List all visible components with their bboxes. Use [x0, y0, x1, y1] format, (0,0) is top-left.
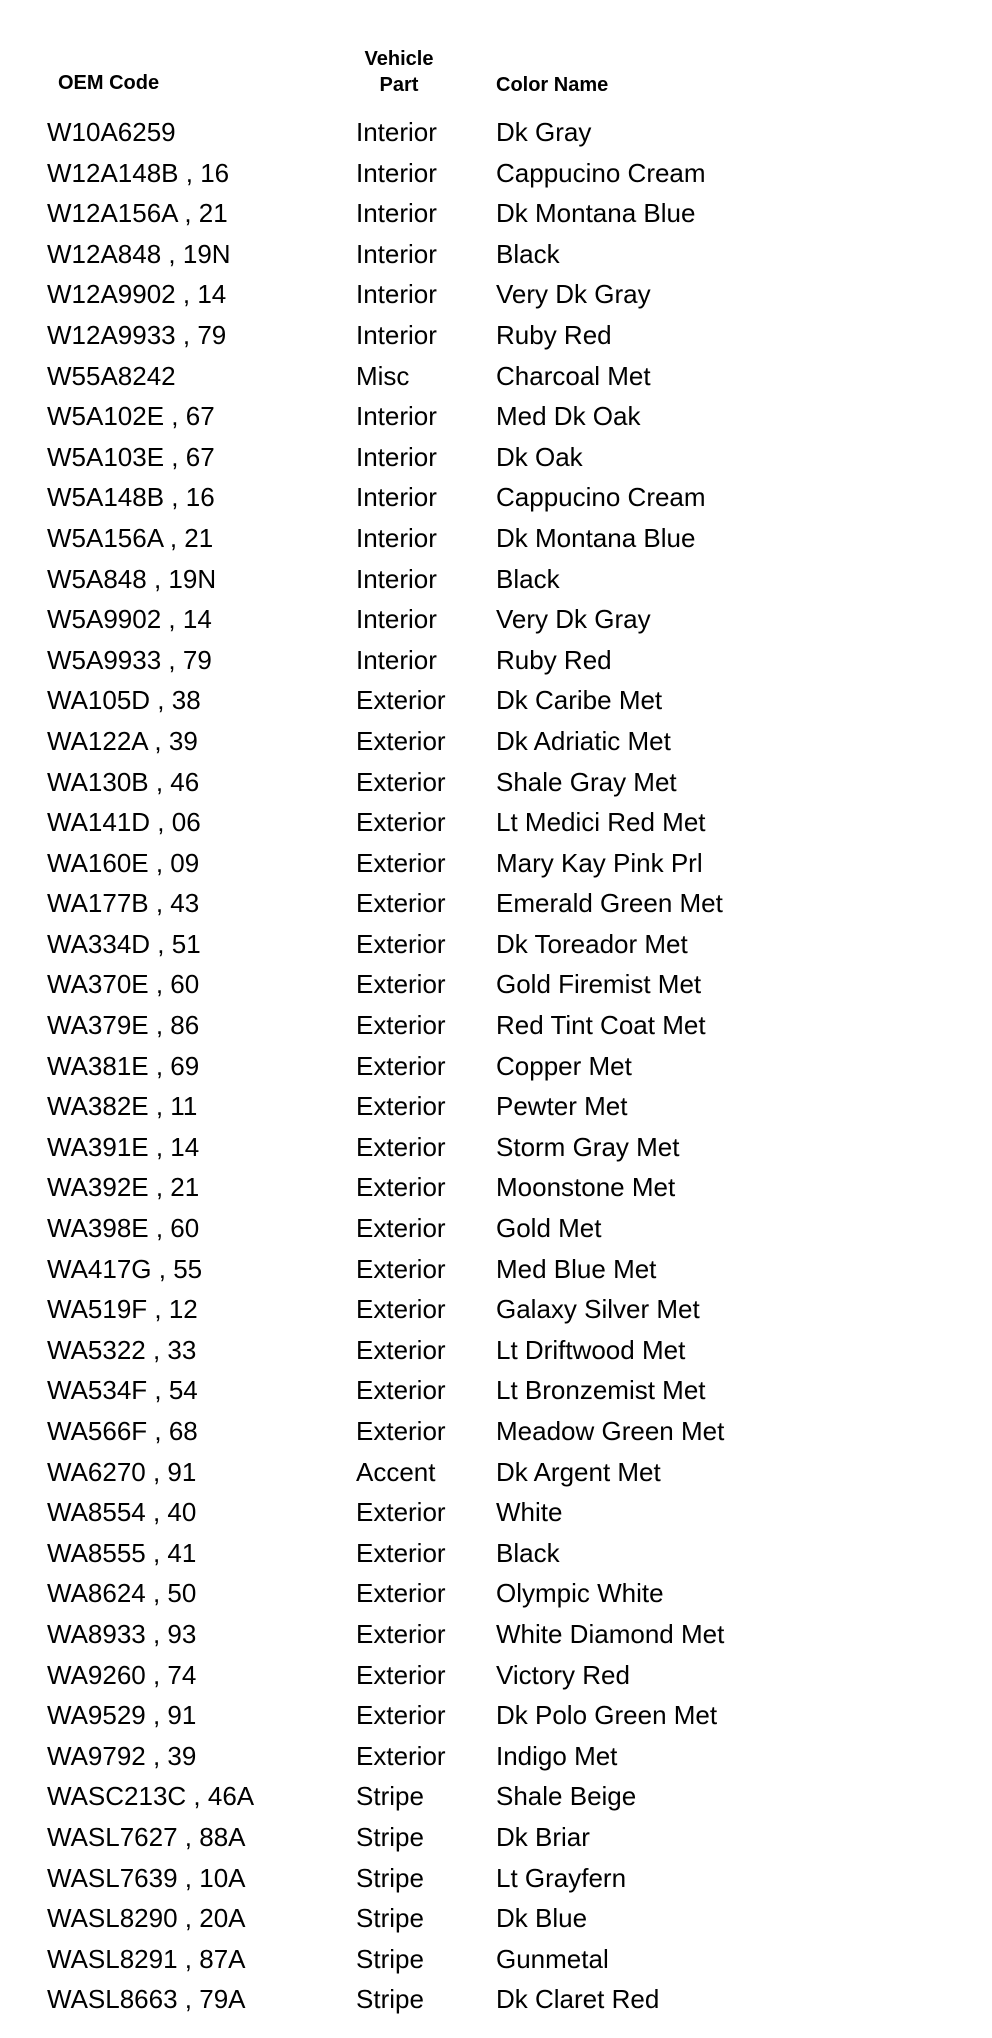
vehicle-part-cell: Misc — [356, 360, 410, 391]
color-name-cell: White — [496, 1497, 563, 1528]
table-row — [0, 518, 992, 559]
oem-code-cell: WASL7627 , 88A — [47, 1821, 246, 1852]
color-name-cell: Black — [496, 563, 560, 594]
table-row — [0, 193, 992, 234]
table-row — [0, 1533, 992, 1574]
vehicle-part-cell: Exterior — [356, 1740, 446, 1771]
vehicle-part-cell: Stripe — [356, 1984, 424, 2015]
color-name-cell: Dk Caribe Met — [496, 685, 663, 716]
vehicle-part-cell: Exterior — [356, 1213, 446, 1244]
vehicle-part-cell: Interior — [356, 441, 437, 472]
oem-code-cell: W5A102E , 67 — [47, 401, 215, 432]
vehicle-part-cell: Exterior — [356, 1294, 446, 1325]
vehicle-part-cell: Stripe — [356, 1821, 424, 1852]
color-name-cell: Gold Met — [496, 1213, 602, 1244]
oem-code-cell: W10A6259 — [47, 117, 176, 147]
color-name-cell: Victory Red — [496, 1659, 630, 1690]
vehicle-part-cell: Exterior — [356, 888, 446, 919]
vehicle-part-cell: Interior — [356, 319, 437, 350]
vehicle-part-cell: Exterior — [356, 1172, 446, 1203]
oem-code-cell: W12A9902 , 14 — [47, 279, 227, 310]
table-row — [0, 1492, 992, 1533]
table-row — [0, 762, 992, 803]
oem-code-cell: WA519F , 12 — [47, 1294, 198, 1325]
oem-code-cell: WA141D , 06 — [47, 807, 201, 838]
oem-code-cell: WA382E , 11 — [47, 1091, 198, 1122]
vehicle-part-cell: Interior — [356, 482, 437, 513]
oem-code-cell: WA9260 , 74 — [47, 1659, 197, 1690]
vehicle-part-cell: Interior — [356, 604, 437, 635]
vehicle-part-cell: Exterior — [356, 1700, 446, 1731]
color-name-cell: Shale Gray Met — [496, 766, 677, 797]
oem-code-cell: WA5322 , 33 — [47, 1334, 197, 1365]
table-row — [0, 802, 992, 843]
vehicle-part-cell: Interior — [356, 117, 437, 147]
vehicle-part-cell: Exterior — [356, 766, 446, 797]
color-name-cell: Lt Driftwood Met — [496, 1334, 686, 1365]
table-body — [0, 112, 992, 2020]
table-row — [0, 153, 992, 194]
oem-code-cell: W5A9902 , 14 — [47, 604, 212, 635]
color-name-cell: Mary Kay Pink Prl — [496, 847, 703, 878]
table-row — [0, 1046, 992, 1087]
vehicle-part-cell: Exterior — [356, 1334, 446, 1365]
color-name-cell: Indigo Met — [496, 1740, 618, 1771]
table-row — [0, 1695, 992, 1736]
oem-code-cell: WA9792 , 39 — [47, 1740, 197, 1771]
vehicle-part-cell: Interior — [356, 238, 437, 269]
vehicle-part-cell: Exterior — [356, 1659, 446, 1690]
oem-code-cell: W5A9933 , 79 — [47, 644, 212, 675]
color-name-cell: Charcoal Met — [496, 360, 651, 391]
header-oem-code: OEM Code — [58, 72, 160, 94]
table-row — [0, 640, 992, 681]
vehicle-part-cell: Exterior — [356, 807, 446, 838]
oem-code-cell: W12A148B , 16 — [47, 157, 230, 188]
table-row — [0, 477, 992, 518]
color-name-cell: Dk Gray — [496, 117, 592, 147]
oem-code-cell: W12A848 , 19N — [47, 238, 231, 269]
color-name-cell: Lt Medici Red Met — [496, 807, 706, 838]
oem-code-cell: WA566F , 68 — [47, 1416, 198, 1446]
oem-code-cell: WASC213C , 46A — [47, 1781, 255, 1812]
table-row — [0, 315, 992, 356]
table-row — [0, 1249, 992, 1290]
table-row — [0, 843, 992, 884]
oem-code-cell: WA105D , 38 — [47, 685, 201, 716]
vehicle-part-cell: Exterior — [356, 1618, 446, 1649]
color-name-cell: Olympic White — [496, 1578, 664, 1609]
vehicle-part-cell: Exterior — [356, 1375, 446, 1406]
color-name-cell: Lt Grayfern — [496, 1862, 627, 1893]
oem-code-cell: WASL7639 , 10A — [47, 1862, 246, 1893]
color-name-cell: Meadow Green Met — [496, 1416, 725, 1446]
oem-code-cell: W5A848 , 19N — [47, 563, 217, 594]
color-name-cell: Pewter Met — [496, 1091, 628, 1122]
table-row — [0, 924, 992, 965]
vehicle-part-cell: Exterior — [356, 969, 446, 1000]
table-row — [0, 1208, 992, 1249]
vehicle-part-cell: Exterior — [356, 1416, 446, 1446]
oem-code-cell: W12A9933 , 79 — [47, 319, 227, 350]
table-row — [0, 1898, 992, 1939]
color-name-cell: Med Blue Met — [496, 1253, 657, 1284]
vehicle-part-cell: Exterior — [356, 1537, 446, 1568]
color-name-cell: Dk Claret Red — [496, 1984, 660, 2015]
color-name-cell: Galaxy Silver Met — [496, 1294, 700, 1325]
table-row — [0, 1776, 992, 1817]
table-header — [0, 46, 992, 102]
table-row — [0, 1939, 992, 1980]
table-row — [0, 356, 992, 397]
oem-code-cell: W5A148B , 16 — [47, 482, 215, 513]
table-row — [0, 1858, 992, 1899]
vehicle-part-cell: Stripe — [356, 1903, 424, 1934]
vehicle-part-cell: Exterior — [356, 928, 446, 959]
table-row — [0, 680, 992, 721]
table-row — [0, 1086, 992, 1127]
color-name-cell: Dk Montana Blue — [496, 522, 696, 553]
table-row — [0, 1289, 992, 1330]
color-name-cell: Dk Polo Green Met — [496, 1700, 718, 1731]
color-name-cell: Ruby Red — [496, 644, 612, 675]
vehicle-part-cell: Exterior — [356, 1497, 446, 1528]
oem-code-cell: WA122A , 39 — [47, 725, 198, 756]
oem-code-cell: WA417G , 55 — [47, 1253, 203, 1284]
oem-code-cell: W5A103E , 67 — [47, 441, 215, 472]
oem-code-cell: WA6270 , 91 — [47, 1456, 197, 1487]
vehicle-part-cell: Exterior — [356, 1091, 446, 1122]
table-row — [0, 1817, 992, 1858]
oem-code-cell: WA9529 , 91 — [47, 1700, 197, 1731]
color-name-cell: Dk Montana Blue — [496, 198, 696, 229]
table-row — [0, 1979, 992, 2020]
color-name-cell: Black — [496, 1537, 560, 1568]
color-name-cell: Copper Met — [496, 1050, 632, 1081]
oem-code-cell: WA334D , 51 — [47, 928, 201, 959]
color-name-cell: Dk Oak — [496, 441, 583, 472]
oem-code-cell: WASL8663 , 79A — [47, 1984, 246, 2015]
table-row — [0, 234, 992, 275]
vehicle-part-cell: Interior — [356, 563, 437, 594]
vehicle-part-cell: Exterior — [356, 725, 446, 756]
color-name-cell: Dk Blue — [496, 1903, 588, 1934]
table-row — [0, 437, 992, 478]
table-row — [0, 396, 992, 437]
color-name-cell: Cappucino Cream — [496, 157, 706, 188]
vehicle-part-cell: Exterior — [356, 847, 446, 878]
color-name-cell: Dk Adriatic Met — [496, 725, 671, 756]
oem-code-cell: WA534F , 54 — [47, 1375, 198, 1406]
vehicle-part-cell: Interior — [356, 157, 437, 188]
table-row — [0, 964, 992, 1005]
color-name-cell: Moonstone Met — [496, 1172, 676, 1203]
oem-code-cell: WA370E , 60 — [47, 969, 200, 1000]
oem-code-cell: WA392E , 21 — [47, 1172, 200, 1203]
vehicle-part-cell: Exterior — [356, 1010, 446, 1041]
vehicle-part-cell: Exterior — [356, 685, 446, 716]
color-name-cell: Cappucino Cream — [496, 482, 706, 513]
color-name-cell: Shale Beige — [496, 1781, 637, 1812]
vehicle-part-cell: Interior — [356, 401, 437, 432]
table-row — [0, 1655, 992, 1696]
vehicle-part-cell: Exterior — [356, 1131, 446, 1162]
oem-code-cell: WA8555 , 41 — [47, 1537, 197, 1568]
table-row — [0, 112, 992, 153]
header-vehicle-part: Vehicle Part — [364, 48, 434, 96]
oem-code-cell: WA160E , 09 — [47, 847, 200, 878]
oem-code-cell: WASL8291 , 87A — [47, 1943, 246, 1974]
color-name-cell: Black — [496, 238, 560, 269]
color-name-cell: Very Dk Gray — [496, 279, 651, 310]
table-row — [0, 559, 992, 600]
color-name-cell: Gunmetal — [496, 1943, 609, 1974]
table-row — [0, 1370, 992, 1411]
table-row — [0, 721, 992, 762]
vehicle-part-cell: Stripe — [356, 1862, 424, 1893]
oem-code-cell: WA8554 , 40 — [47, 1497, 197, 1528]
color-name-cell: Very Dk Gray — [496, 604, 651, 635]
oem-code-cell: WA379E , 86 — [47, 1010, 200, 1041]
vehicle-part-cell: Interior — [356, 198, 437, 229]
color-name-cell: Red Tint Coat Met — [496, 1010, 706, 1041]
vehicle-part-cell: Exterior — [356, 1253, 446, 1284]
color-name-cell: Med Dk Oak — [496, 401, 641, 432]
color-name-cell: White Diamond Met — [496, 1618, 725, 1649]
table-row — [0, 1614, 992, 1655]
table-row — [0, 1127, 992, 1168]
oem-code-cell: WA8624 , 50 — [47, 1578, 197, 1609]
table-row — [0, 1330, 992, 1371]
vehicle-part-cell: Exterior — [356, 1578, 446, 1609]
oem-code-cell: WA130B , 46 — [47, 766, 200, 797]
oem-code-cell: WA381E , 69 — [47, 1050, 200, 1081]
oem-code-cell: WA8933 , 93 — [47, 1618, 197, 1649]
oem-code-cell: W12A156A , 21 — [47, 198, 228, 229]
header-color-name: Color Name — [496, 74, 609, 96]
color-name-cell: Dk Argent Met — [496, 1456, 661, 1487]
table-row — [0, 1167, 992, 1208]
table-row — [0, 274, 992, 315]
color-name-cell: Emerald Green Met — [496, 888, 723, 919]
oem-code-cell: W5A156A , 21 — [47, 522, 214, 553]
table-row — [0, 1005, 992, 1046]
vehicle-part-cell: Stripe — [356, 1943, 424, 1974]
color-name-cell: Ruby Red — [496, 319, 612, 350]
table-row — [0, 883, 992, 924]
oem-code-cell: WA391E , 14 — [47, 1131, 200, 1162]
table-row — [0, 599, 992, 640]
color-name-cell: Dk Toreador Met — [496, 928, 688, 959]
vehicle-part-cell: Exterior — [356, 1050, 446, 1081]
vehicle-part-cell: Interior — [356, 279, 437, 310]
table-row — [0, 1573, 992, 1614]
vehicle-part-cell: Stripe — [356, 1781, 424, 1812]
table-row — [0, 1736, 992, 1777]
vehicle-part-cell: Interior — [356, 522, 437, 553]
vehicle-part-cell: Accent — [356, 1456, 436, 1487]
color-name-cell: Storm Gray Met — [496, 1131, 680, 1162]
oem-code-cell: WASL8290 , 20A — [47, 1903, 246, 1934]
vehicle-part-cell: Interior — [356, 644, 437, 675]
color-name-cell: Dk Briar — [496, 1821, 590, 1852]
table-row — [0, 1411, 992, 1452]
color-name-cell: Lt Bronzemist Met — [496, 1375, 706, 1406]
table-row — [0, 1452, 992, 1493]
oem-code-cell: WA177B , 43 — [47, 888, 200, 919]
oem-code-cell: W55A8242 — [47, 360, 176, 391]
oem-code-cell: WA398E , 60 — [47, 1213, 200, 1244]
color-name-cell: Gold Firemist Met — [496, 969, 702, 1000]
